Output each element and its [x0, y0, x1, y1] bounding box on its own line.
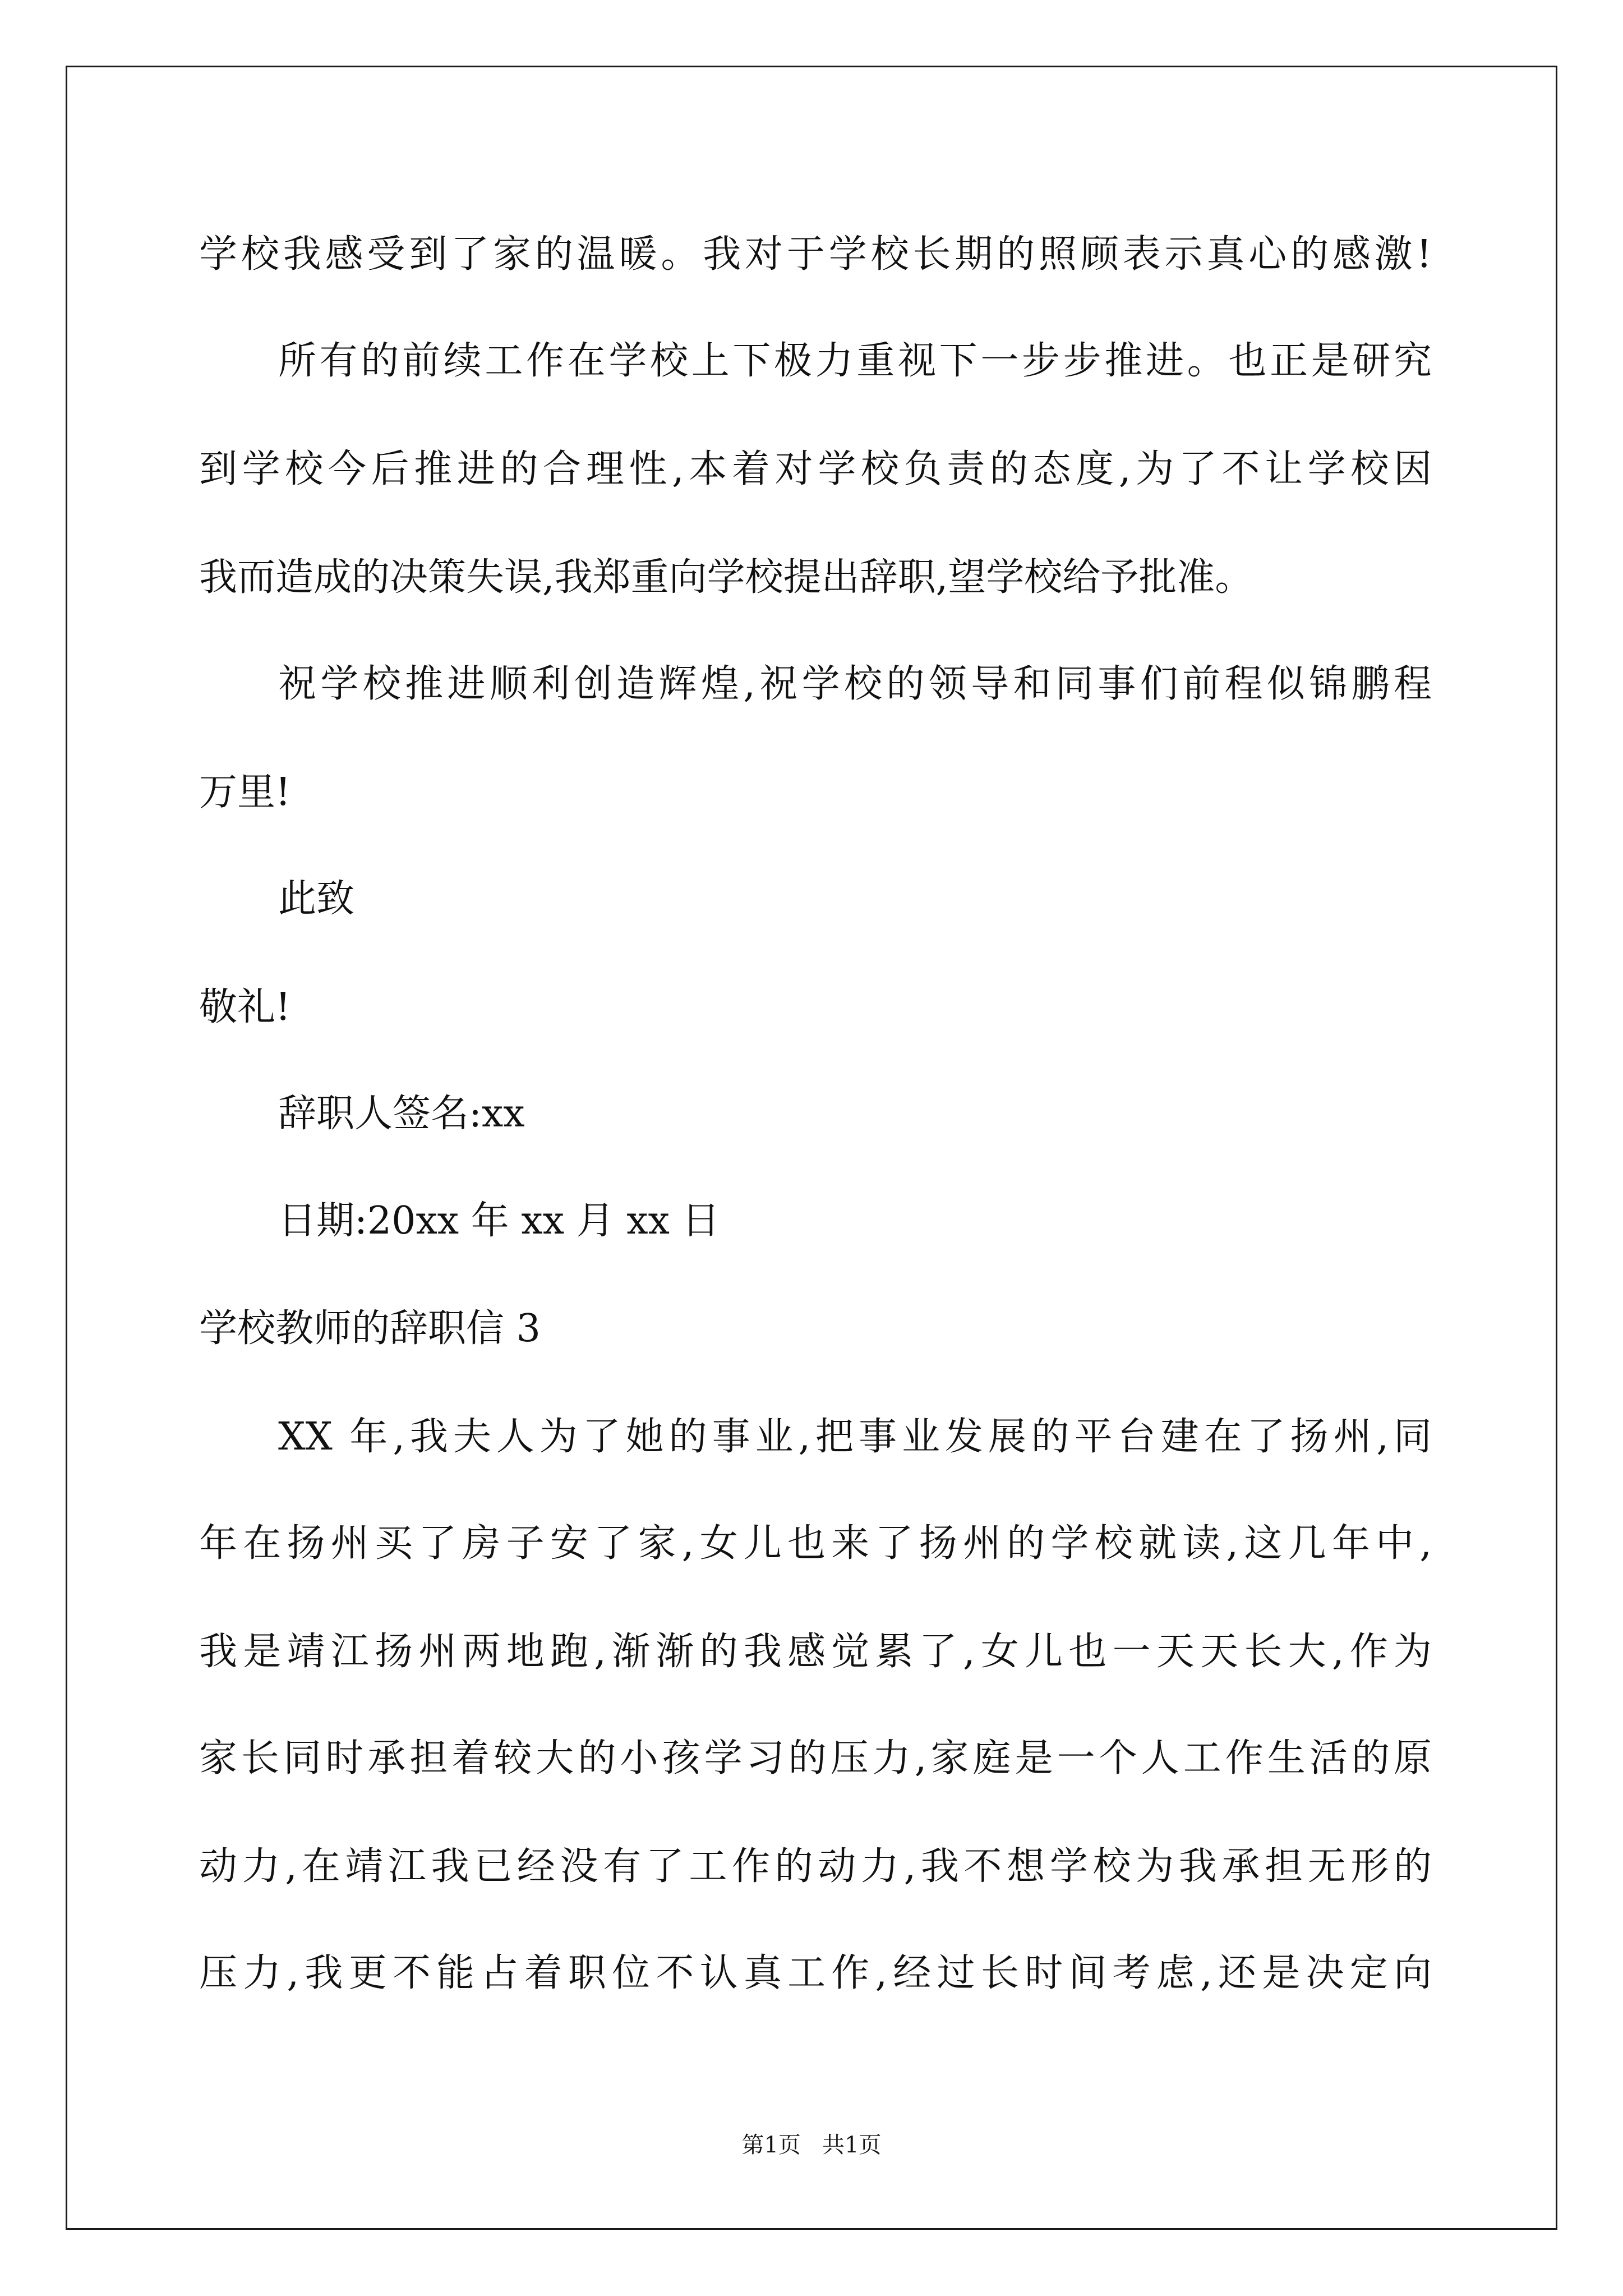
text-line: 我是靖江扬州两地跑,渐渐的我感觉累了,女儿也一天天长大,作为	[199, 1630, 1432, 1674]
text-line: XX 年,我夫人为了她的事业,把事业发展的平台建在了扬州,同	[278, 1415, 1432, 1459]
text-line: 到学校今后推进的合理性,本着对学校负责的态度,为了不让学校因	[199, 447, 1432, 491]
text-line: 年在扬州买了房子安了家,女儿也来了扬州的学校就读,这几年中,	[199, 1521, 1432, 1566]
text-line: 祝学校推进顺利创造辉煌,祝学校的领导和同事们前程似锦鹏程	[278, 662, 1432, 706]
text-line: 动力,在靖江我已经没有了工作的动力,我不想学校为我承担无形的	[199, 1844, 1432, 1889]
closing-salutation: 此致	[278, 877, 355, 921]
page-border	[66, 66, 1557, 2230]
page-footer: 第1页 共1页	[741, 2132, 882, 2158]
text-line: 学校我感受到了家的温暖。我对于学校长期的照顾表示真心的感激!	[199, 232, 1432, 277]
text-line: 压力,我更不能占着职位不认真工作,经过长时间考虑,还是决定向	[199, 1951, 1432, 1995]
section-title: 学校教师的辞职信 3	[199, 1306, 541, 1351]
closing-regards: 敬礼!	[199, 985, 291, 1029]
text-line: 所有的前续工作在学校上下极力重视下一步步推进。也正是研究	[278, 339, 1432, 383]
text-line: 家长同时承担着较大的小孩学习的压力,家庭是一个人工作生活的原	[199, 1736, 1432, 1780]
text-line: 万里!	[199, 770, 291, 815]
text-line: 我而造成的决策失误,我郑重向学校提出辞职,望学校给予批准。	[199, 555, 1253, 600]
signature-line: 辞职人签名:xx	[278, 1092, 525, 1136]
date-line: 日期:20xx 年 xx 月 xx 日	[278, 1199, 720, 1243]
